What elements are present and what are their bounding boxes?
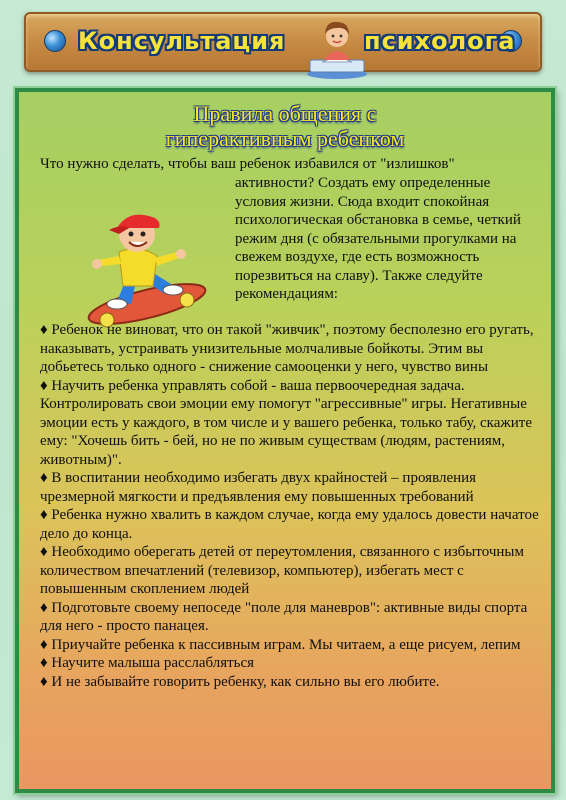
- list-item: ♦ Приучайте ребенка к пассивным играм. Мы читаем, а еще рисуем, лепим: [40, 636, 521, 653]
- list-item: ♦ Научите малыша расслабляться: [40, 655, 255, 671]
- recommendations-list: [40, 321, 540, 691]
- header-banner: [24, 12, 542, 72]
- list-item: ♦ Научить ребенка управлять собой - ваша первоочередная задача. Контролировать свои эмоции ему помогут "агрессивные" игры. Негативные эмоции есть у каждого, в том числе и у вашего ребенка, только табу, скажите ему: "Хочешь бить - бей, но не по живым существам (людям, растениям, животным)".: [40, 377, 532, 468]
- list-item: ♦ Ребенок не виноват, что он такой "живчик", поэтому бесполезно его ругать, наказывать, устраивать унизительные молчаливые бойкоты. Этим вы добьетесь только одного - снижение самооценки у него, чувство вины: [40, 322, 534, 375]
- list-item: ♦ И не забывайте говорить ребенку, как сильно вы его любите.: [40, 673, 440, 690]
- content-panel: [15, 88, 555, 793]
- boy-on-skateboard-icon: [69, 204, 219, 330]
- list-item: ♦ В воспитании необходимо избегать двух крайностей – проявления чрезмерной мягкости и предъявления ему повышенных требований: [40, 470, 477, 505]
- header-title-word-1: Консультация: [78, 27, 286, 55]
- psychologist-icon: [304, 16, 370, 80]
- article-title-line-2: гиперактивным ребенком: [165, 126, 405, 151]
- left-bolt-icon: [44, 30, 66, 52]
- intro-first-line: Что нужно сделать, чтобы ваш ребенок избавился от "излишков": [40, 156, 455, 172]
- list-item: ♦ Ребенка нужно хвалить в каждом случае, когда ему удалось довести начатое дело до конца.: [40, 507, 539, 542]
- header-title-word-2: психолога: [364, 27, 516, 55]
- intro-paragraph: активности? Создать ему определенные условия жизни. Сюда входит спокойная психологическая обстановка в семье, четкий режим дня (с обязательными прогулками на свежем воздухе, где есть возможность порезвиться на славу). Также следуйте рекомендациям:: [235, 175, 521, 302]
- list-item: ♦ Подготовьте своему непоседе "поле для маневров": активные виды спорта для него - просто панацея.: [40, 599, 528, 634]
- article-title-line-1: Правила общения с: [193, 101, 377, 126]
- list-item: ♦ Необходимо оберегать детей от переутомления, связанного с избыточным количеством впечатлений (телевизор, компьютер), избегать мест с повышенным скоплением людей: [40, 544, 524, 597]
